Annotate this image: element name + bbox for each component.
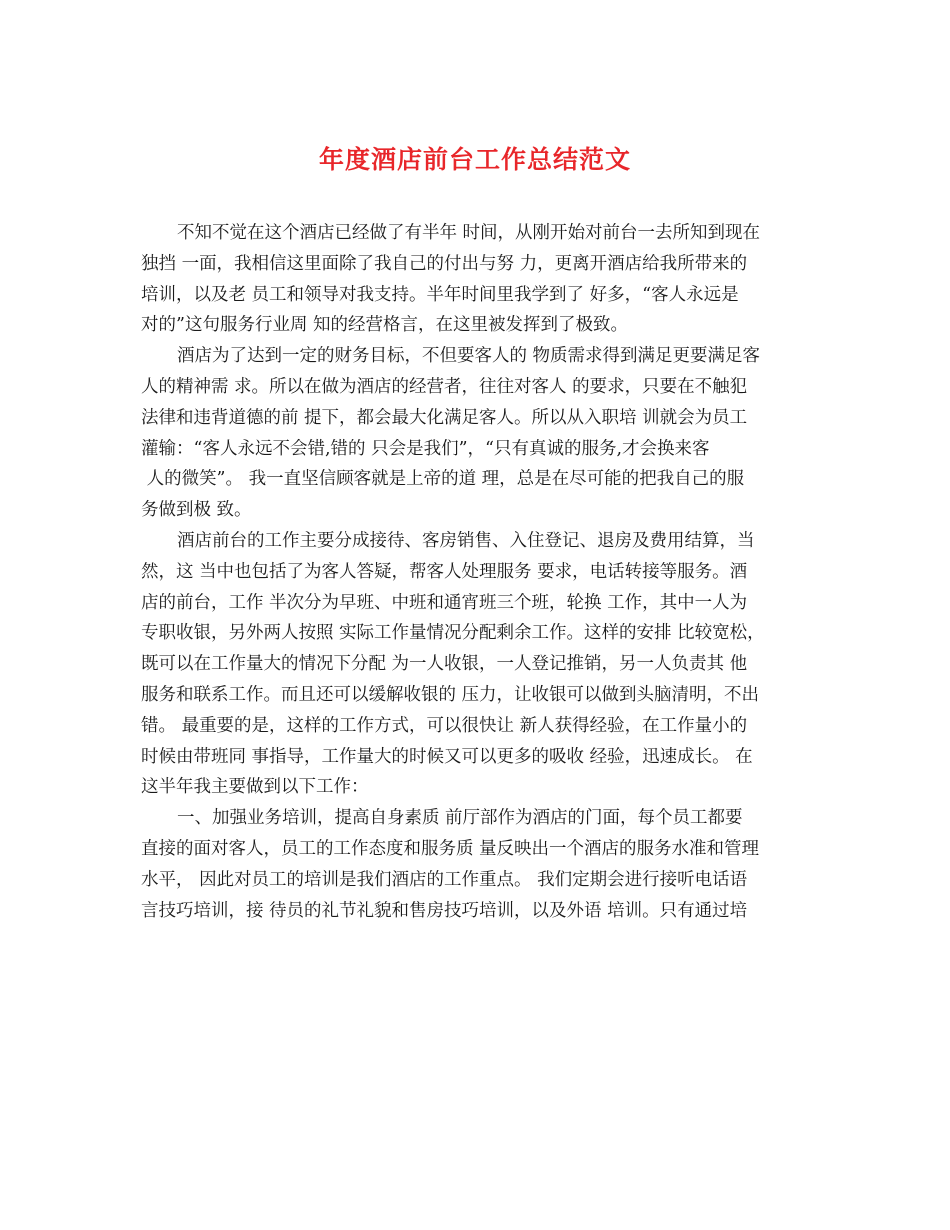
text-line: 店的前台，工作 半次分为早班、中班和通宵班三个班，轮换 工作，其中一人为 (141, 592, 748, 613)
text-line: 这半年我主要做到以下工作： (141, 777, 369, 798)
text-line: 水平， 因此对员工的培训是我们酒店的工作重点。 我们定期会进行接听电话语 (141, 869, 748, 890)
paragraph (141, 341, 806, 526)
text-line: 培训，以及老 员工和领导对我支持。半年时间里我学到了 好多，“客人永远是 (141, 284, 739, 305)
text-line: 言技巧培训，接 待员的礼节礼貌和售房技巧培训，以及外语 培训。只有通过培 (141, 900, 748, 921)
paragraph (141, 526, 806, 803)
text-line: 人的精神需 求。所以在做为酒店的经营者，往往对客人 的要求，只要在不触犯 (141, 376, 748, 397)
text-line: 专职收银，另外两人按照 实际工作量情况分配剩余工作。这样的安排 比较宽松， (141, 623, 765, 644)
text-line: 酒店为了达到一定的财务目标，不但要客人的 物质需求得到满足更要满足客 (177, 346, 761, 367)
paragraph (141, 218, 806, 341)
text-line: 酒店前台的工作主要分成接待、客房销售、入住登记、退房及费用结算，当 (177, 530, 755, 551)
text-line: 服务和联系工作。而且还可以缓解收银的 压力，让收银可以做到头脑清明，不出 (141, 684, 760, 705)
text-line: 然，这 当中也包括了为客人答疑，帮客人处理服务 要求，电话转接等服务。酒 (141, 561, 748, 582)
document-body (141, 218, 806, 926)
text-line: 灌输：“客人永远不会错,错的 只会是我们”，“只有真诚的服务,才会换来客 (141, 438, 710, 459)
text-line: 人的微笑”。 我一直坚信顾客就是上帝的道 理，总是在尽可能的把我自己的服 (141, 469, 745, 490)
text-line: 对的”这句服务行业周 知的经营格言，在这里被发挥到了极致。 (141, 315, 629, 336)
text-line: 务做到极 致。 (141, 500, 252, 521)
text-line: 不知不觉在这个酒店已经做了有半年 时间，从刚开始对前台一去所知到现在 (177, 223, 761, 243)
text-line: 法律和违背道德的前 提下，都会最大化满足客人。所以从入职培 训就会为员工 (141, 407, 748, 428)
text-line: 既可以在工作量大的情况下分配 为一人收银，一人登记推销，另一人负责其 他 (141, 654, 748, 675)
document-title: 年度酒店前台工作总结范文 (318, 145, 631, 174)
paragraph (141, 803, 806, 926)
text-line: 时候由带班同 事指导，工作量大的时候又可以更多的吸收 经验，迅速成长。 在 (141, 746, 753, 767)
text-line: 直接的面对客人，员工的工作态度和服务质 量反映出一个酒店的服务水准和管理 (141, 838, 760, 859)
text-line: 独挡 一面，我相信这里面除了我自己的付出与努 力，更离开酒店给我所带来的 (141, 253, 748, 274)
text-line: 错。 最重要的是，这样的工作方式，可以很快让 新人获得经验，在工作量小的 (141, 715, 748, 736)
text-line: 一、加强业务培训，提高自身素质 前厅部作为酒店的门面，每个员工都要 (177, 808, 743, 829)
